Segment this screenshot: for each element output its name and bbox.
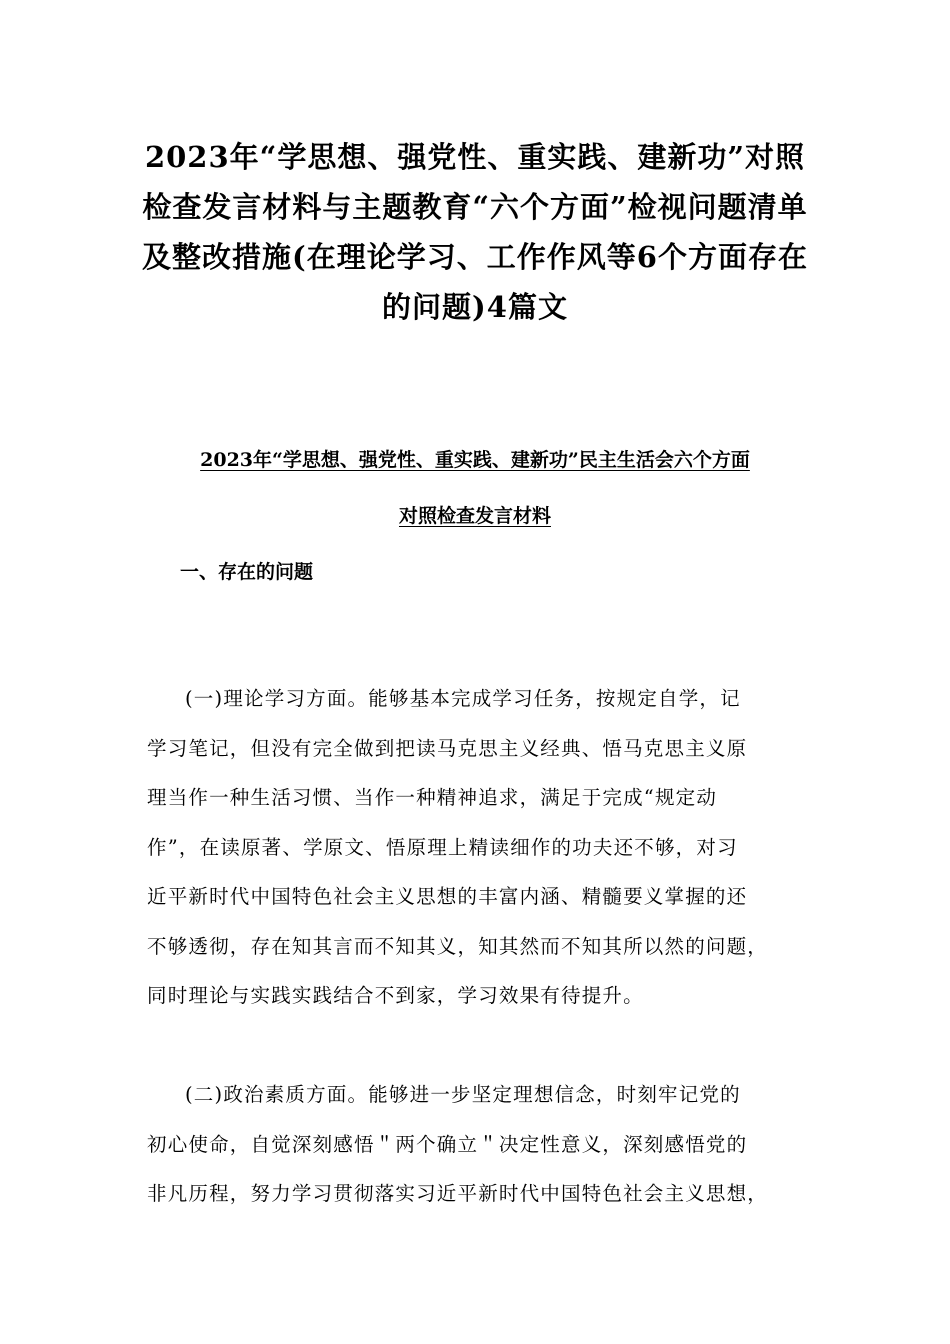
article-subtitle-text: 对照检查发言材料 bbox=[398, 505, 551, 527]
document-title-line: 检查发言材料与主题教育“六个方面”检视问题清单 bbox=[142, 190, 808, 224]
document-title-line: 2023年“学思想、强党性、重实践、建新功”对照 bbox=[144, 140, 806, 174]
paragraph-line: (二)政治素质方面。能够进一步坚定理想信念，时刻牢记党的 bbox=[185, 1083, 741, 1106]
article-subtitle bbox=[120, 432, 830, 544]
section-heading: 一、存在的问题 bbox=[180, 561, 314, 583]
article-subtitle-text: 2023年“学思想、强党性、重实践、建新功”民主生活会六个方面 bbox=[200, 449, 750, 471]
paragraph-line: 同时理论与实践实践结合不到家，学习效果有待提升。 bbox=[147, 984, 644, 1007]
paragraph-line: (一)理论学习方面。能够基本完成学习任务，按规定自学，记 bbox=[185, 687, 741, 710]
document-title-line: 及整改措施(在理论学习、工作作风等6个方面存在 bbox=[142, 240, 808, 274]
body-paragraph bbox=[147, 674, 827, 1021]
document-title bbox=[120, 132, 830, 332]
paragraph-line: 学习笔记，但没有完全做到把读马克思主义经典、悟马克思主义原 bbox=[147, 736, 748, 760]
paragraph-line: 作”，在读原著、学原文、悟原理上精读细作的功夫还不够，对习 bbox=[147, 835, 738, 859]
paragraph-line: 初心使命，自觉深刻感悟＂两个确立＂决定性意义，深刻感悟党的 bbox=[147, 1132, 748, 1156]
article-subtitle-line bbox=[120, 432, 830, 488]
body-paragraph bbox=[147, 1070, 827, 1219]
paragraph-line: 非凡历程，努力学习贯彻落实习近平新时代中国特色社会主义思想， bbox=[147, 1182, 769, 1205]
article-subtitle-line bbox=[120, 488, 830, 544]
paragraph-line: 近平新时代中国特色社会主义思想的丰富内涵、精髓要义掌握的还 bbox=[147, 885, 748, 908]
paragraph-line: 理当作一种生活习惯、当作一种精神追求，满足于完成“规定动 bbox=[147, 786, 718, 809]
paragraph-line: 不够透彻，存在知其言而不知其义，知其然而不知其所以然的问题， bbox=[147, 934, 769, 958]
document-title-line: 的问题)4篇文 bbox=[382, 290, 568, 324]
